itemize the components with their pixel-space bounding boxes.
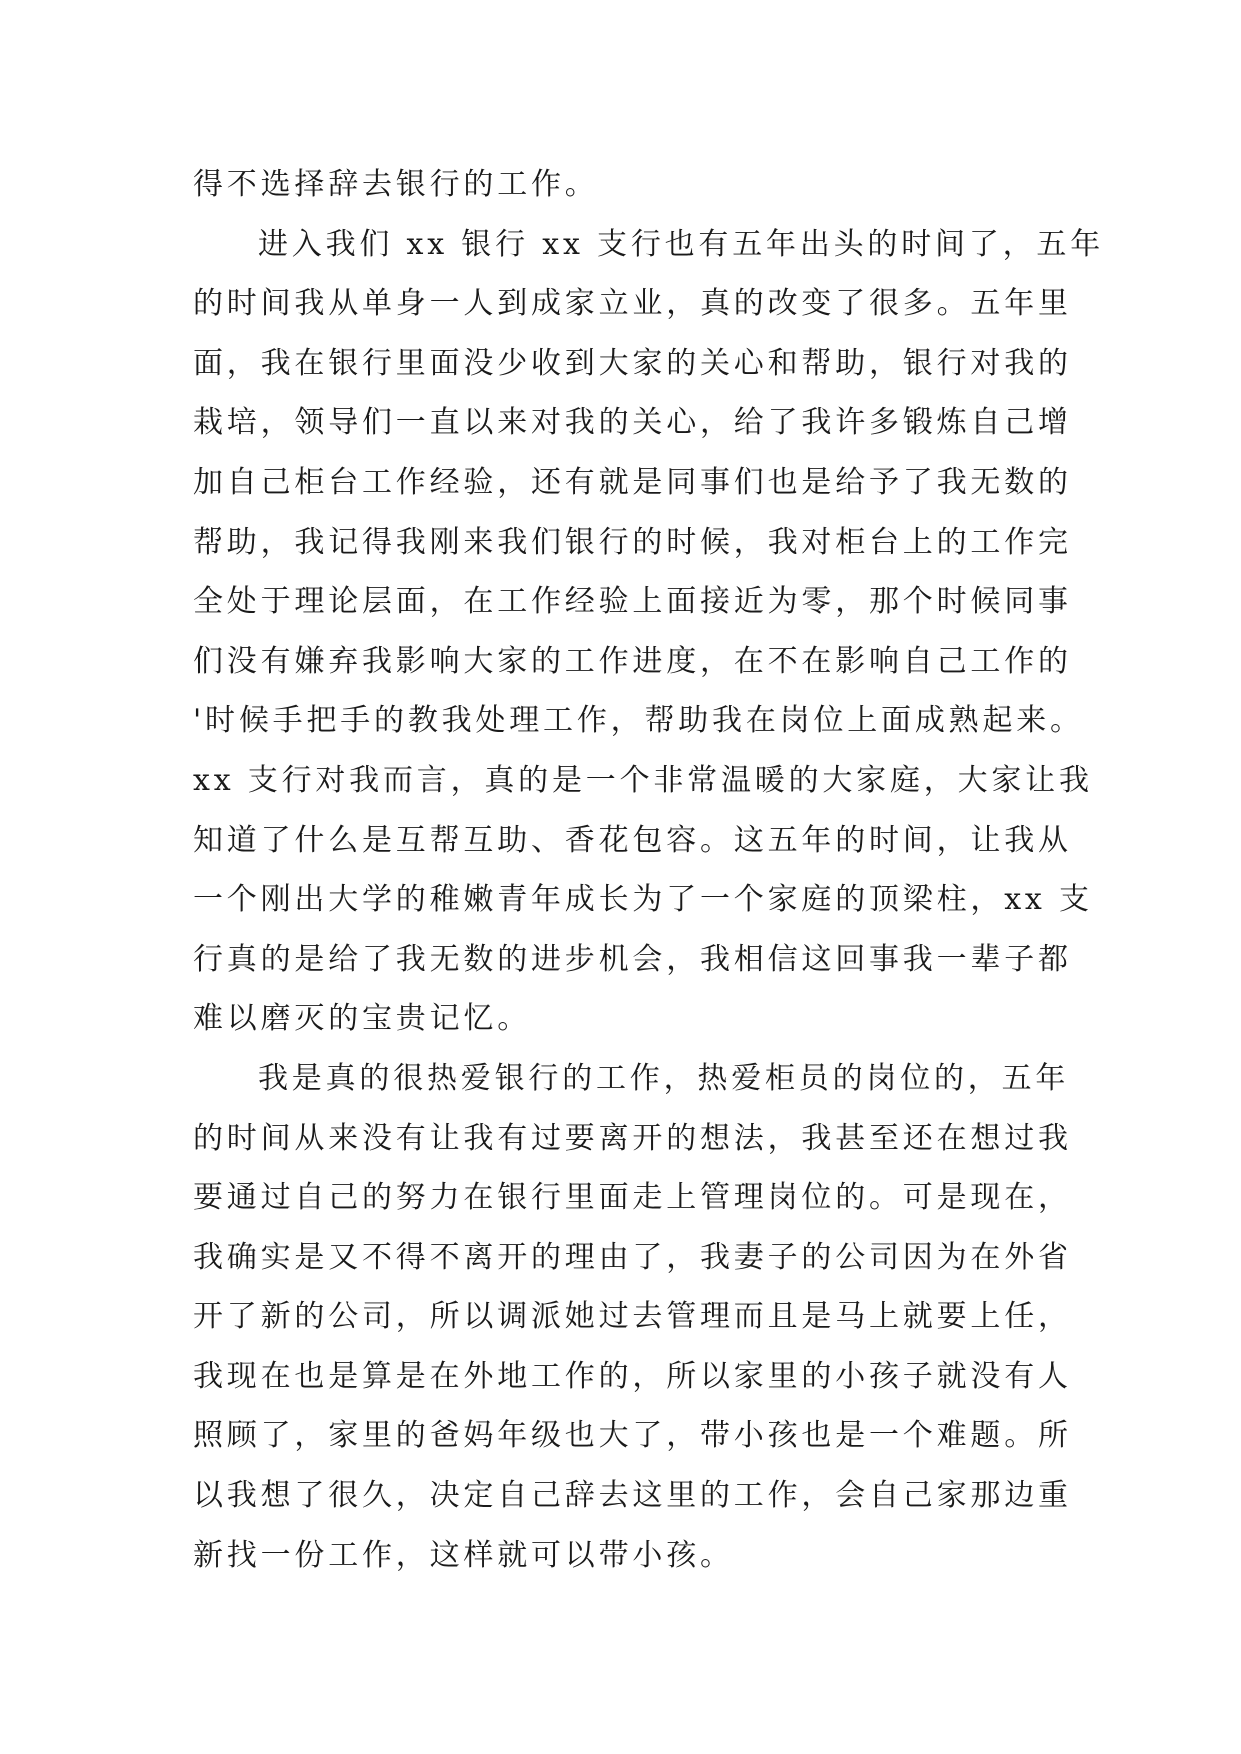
text-line: 得不选择辞去银行的工作。 [193, 167, 599, 202]
text-line: 照顾了，家里的爸妈年级也大了，带小孩也是一个难题。所 [193, 1418, 1072, 1454]
text-line: 的时间从来没有让我有过要离开的想法，我甚至还在想过我 [193, 1120, 1072, 1156]
text-line: 的时间我从单身一人到成家立业，真的改变了很多。五年里 [193, 286, 1072, 322]
text-line: 难以磨灭的宝贵记忆。 [193, 1001, 531, 1037]
text-line: 我现在也是算是在外地工作的，所以家里的小孩子就没有人 [193, 1358, 1072, 1394]
text-line: 行真的是给了我无数的进步机会，我相信这回事我一辈子都 [193, 941, 1072, 977]
text-line: 面，我在银行里面没少收到大家的关心和帮助，银行对我的 [193, 345, 1072, 381]
text-line: 以我想了很久，决定自己辞去这里的工作，会自己家那边重 [193, 1478, 1072, 1514]
paragraph-first-line: 我是真的很热爱银行的工作，热爱柜员的岗位的，五年 [258, 1060, 1070, 1096]
text-line: 全处于理论层面，在工作经验上面接近为零，那个时候同事 [193, 584, 1072, 620]
text-line: 栽培，领导们一直以来对我的关心，给了我许多锻炼自己增 [193, 405, 1072, 441]
text-line: '时候手把手的教我处理工作，帮助我在岗位上面成熟起来。 [193, 703, 1084, 739]
text-line: 开了新的公司，所以调派她过去管理而且是马上就要上任， [193, 1299, 1072, 1335]
body-text [193, 155, 1105, 1585]
text-line: 知道了什么是互帮互助、香花包容。这五年的时间，让我从 [193, 822, 1072, 858]
text-line: 新找一份工作，这样就可以带小孩。 [193, 1537, 734, 1573]
text-line: 加自己柜台工作经验，还有就是同事们也是给予了我无数的 [193, 464, 1072, 500]
text-line: 一个刚出大学的稚嫩青年成长为了一个家庭的顶梁柱，xx 支 [193, 882, 1093, 918]
text-line: xx 支行对我而言，真的是一个非常温暖的大家庭，大家让我 [193, 762, 1093, 798]
text-line: 要通过自己的努力在银行里面走上管理岗位的。可是现在， [193, 1180, 1072, 1216]
paragraph-first-line: 进入我们 xx 银行 xx 支行也有五年出头的时间了，五年 [258, 226, 1105, 262]
text-line: 帮助，我记得我刚来我们银行的时候，我对柜台上的工作完 [193, 524, 1072, 560]
text-line: 们没有嫌弃我影响大家的工作进度，在不在影响自己工作的 [193, 643, 1072, 679]
text-line: 我确实是又不得不离开的理由了，我妻子的公司因为在外省 [193, 1239, 1072, 1275]
